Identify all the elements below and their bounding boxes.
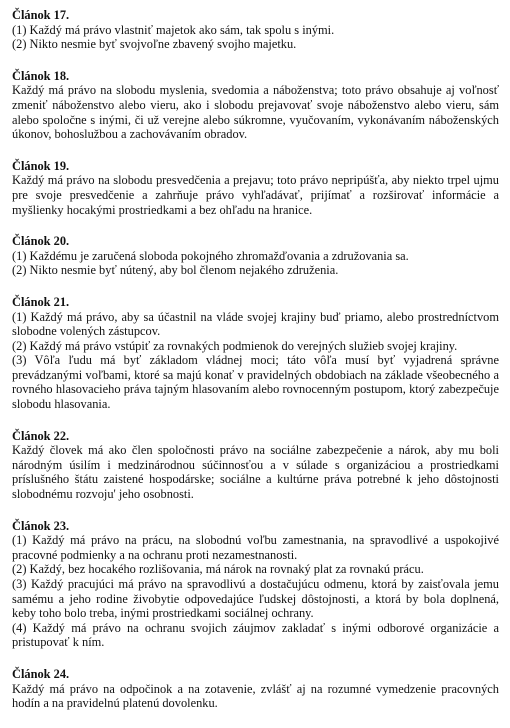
article-paragraph: (1) Každému je zaručená sloboda pokojného zhromažďovania a združovania sa. bbox=[12, 248, 409, 263]
article-title: Článok 17. bbox=[12, 8, 70, 22]
article-title: Článok 21. bbox=[12, 294, 70, 309]
article-23 bbox=[12, 519, 499, 650]
article-title: Článok 18. bbox=[12, 68, 70, 83]
article-paragraph: (1) Každý má právo, aby sa účastnil na vláde svojej krajiny buď priamo, alebo prostredníctvom slobodne volených zástupcov. bbox=[12, 309, 499, 339]
article-title: Článok 20. bbox=[12, 234, 70, 249]
article-17 bbox=[12, 8, 499, 52]
article-19 bbox=[12, 159, 499, 217]
article-18 bbox=[12, 69, 499, 142]
article-paragraph: Každý má právo na odpočinok a na zotavenie, zvlášť aj na rozumné vymedzenie pracovných hodín a na pravidelnú platenú dovolenku. bbox=[12, 681, 499, 711]
article-paragraph: (1) Každý má právo vlastniť majetok ako sám, tak spolu s inými. bbox=[12, 22, 335, 37]
article-paragraph: Každý človek má ako člen spoločnosti právo na sociálne zabezpečenie a nárok, aby mu boli národným úsilím i medzinárodnou súčinnosťou a v súlade s organizáciou a prostriedkami príslušného štátu zaistené hospodárske; sociálne a kultúrne práva potrebné k jeho dôstojnosti slobodnému rozvoju' jeho osobnosti. bbox=[12, 443, 499, 502]
article-paragraph: (4) Každý má právo na ochranu svojich záujmov zakladať s inými odborové organizácie a pristupovať k ním. bbox=[12, 620, 499, 650]
article-paragraph: Každý má právo na slobodu myslenia, svedomia a náboženstva; toto právo obsahuje aj voľnosť zmeniť náboženstvo alebo vieru, ako i slobodu prejavovať svoje náboženstvo alebo vieru, sám alebo spoločne s inými, či už verejne alebo súkromne, vyučovaním, vykonávaním náboženských úkonov, bohoslužbou a zachovávaním obradov. bbox=[12, 83, 499, 142]
article-21 bbox=[12, 295, 499, 412]
article-paragraph: (2) Nikto nesmie byť nútený, aby bol členom nejakého združenia. bbox=[12, 263, 339, 278]
article-24 bbox=[12, 667, 499, 711]
article-paragraph: Každý má právo na slobodu presvedčenia a prejavu; toto právo nepripúšťa, aby niekto trpel ujmu pre svoje presvedčenie a zahrňuje právo vyhľadávať, prijímať a rozširovať informácie a myšlienky hocakými prostriedkami a bez ohľadu na hranice. bbox=[12, 173, 499, 217]
article-title: Článok 24. bbox=[12, 666, 70, 681]
article-20 bbox=[12, 234, 499, 278]
article-title: Článok 19. bbox=[12, 158, 70, 173]
article-title: Článok 22. bbox=[12, 428, 70, 443]
article-paragraph: (2) Každý, bez hocakého rozlišovania, má nárok na rovnaký plat za rovnakú prácu. bbox=[12, 562, 424, 577]
article-paragraph: (1) Každý má právo na prácu, na slobodnú voľbu zamestnania, na spravodlivé a uspokojivé pracovné podmienky a na ochranu proti nezamestnanosti. bbox=[12, 533, 499, 562]
article-22 bbox=[12, 429, 499, 502]
article-paragraph: (2) Každý má právo vstúpiť za rovnakých podmienok do verejných služieb svojej krajiny. bbox=[12, 338, 458, 353]
document-page bbox=[12, 8, 499, 728]
article-title: Článok 23. bbox=[12, 518, 70, 533]
article-paragraph: (3) Každý pracujúci má právo na spravodlivú a dostačujúcu odmenu, ktorá by zaisťovala jemu samému a jeho rodine živobytie odpovedajúce ľudskej dôstojnosti, a ktorá by bola doplnená, keby toho bolo treba, inými prostriedkami sociálnej ochrany. bbox=[12, 577, 499, 621]
article-paragraph: (2) Nikto nesmie byť svojvoľne zbavený svojho majetku. bbox=[12, 37, 297, 52]
article-paragraph: (3) Vôľa ľudu má byť základom vládnej moci; táto vôľa musí byť vyjadrená správne prevádzanými voľbami, ktoré sa majú konať v pravidelných obdobiach na základe všeobecného a rovného hlasovacieho práva tajným hlasovaním alebo rovnocenným postupom, ktorý zabezpečuje slobodu hlasovania. bbox=[12, 353, 499, 412]
